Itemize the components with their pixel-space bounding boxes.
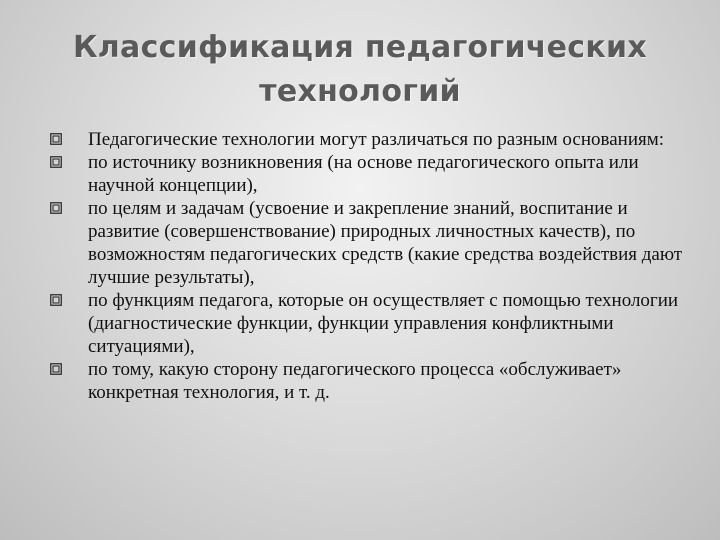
square-box-icon bbox=[50, 133, 62, 145]
square-box-icon bbox=[50, 156, 62, 168]
bullet-text: по источнику возникновения (на основе педагогического опыта или научной концепции), bbox=[88, 152, 639, 196]
bullet-list bbox=[50, 128, 690, 404]
bullet-item bbox=[50, 128, 690, 151]
slide-title-line-2: технологий bbox=[259, 74, 461, 109]
slide-title-line-1: Классификация педагогических bbox=[72, 30, 648, 65]
square-box-icon bbox=[50, 294, 62, 306]
square-box-icon bbox=[50, 202, 62, 214]
bullet-item bbox=[50, 358, 690, 404]
bullet-text: Педагогические технологии могут различаться по разным основаниям: bbox=[88, 129, 665, 150]
bullet-text: по целям и задачам (усвоение и закрепление знаний, воспитание и развитие (совершенствование) природных личностных качеств), по возможностям педагогических средств (какие средства воздействия дают лучшие результаты), bbox=[88, 198, 683, 288]
bullet-item bbox=[50, 151, 690, 197]
square-box-icon bbox=[50, 363, 62, 375]
bullet-text: по тому, какую сторону педагогического процесса «обслуживает» конкретная технология, и т. д. bbox=[88, 359, 622, 403]
bullet-item bbox=[50, 289, 690, 358]
bullet-item bbox=[50, 197, 690, 289]
slide-title bbox=[20, 26, 700, 114]
bullet-text: по функциям педагога, которые он осуществляет с помощью технологии (диагностические функции, функции управления конфликтными ситуациями), bbox=[88, 290, 679, 357]
